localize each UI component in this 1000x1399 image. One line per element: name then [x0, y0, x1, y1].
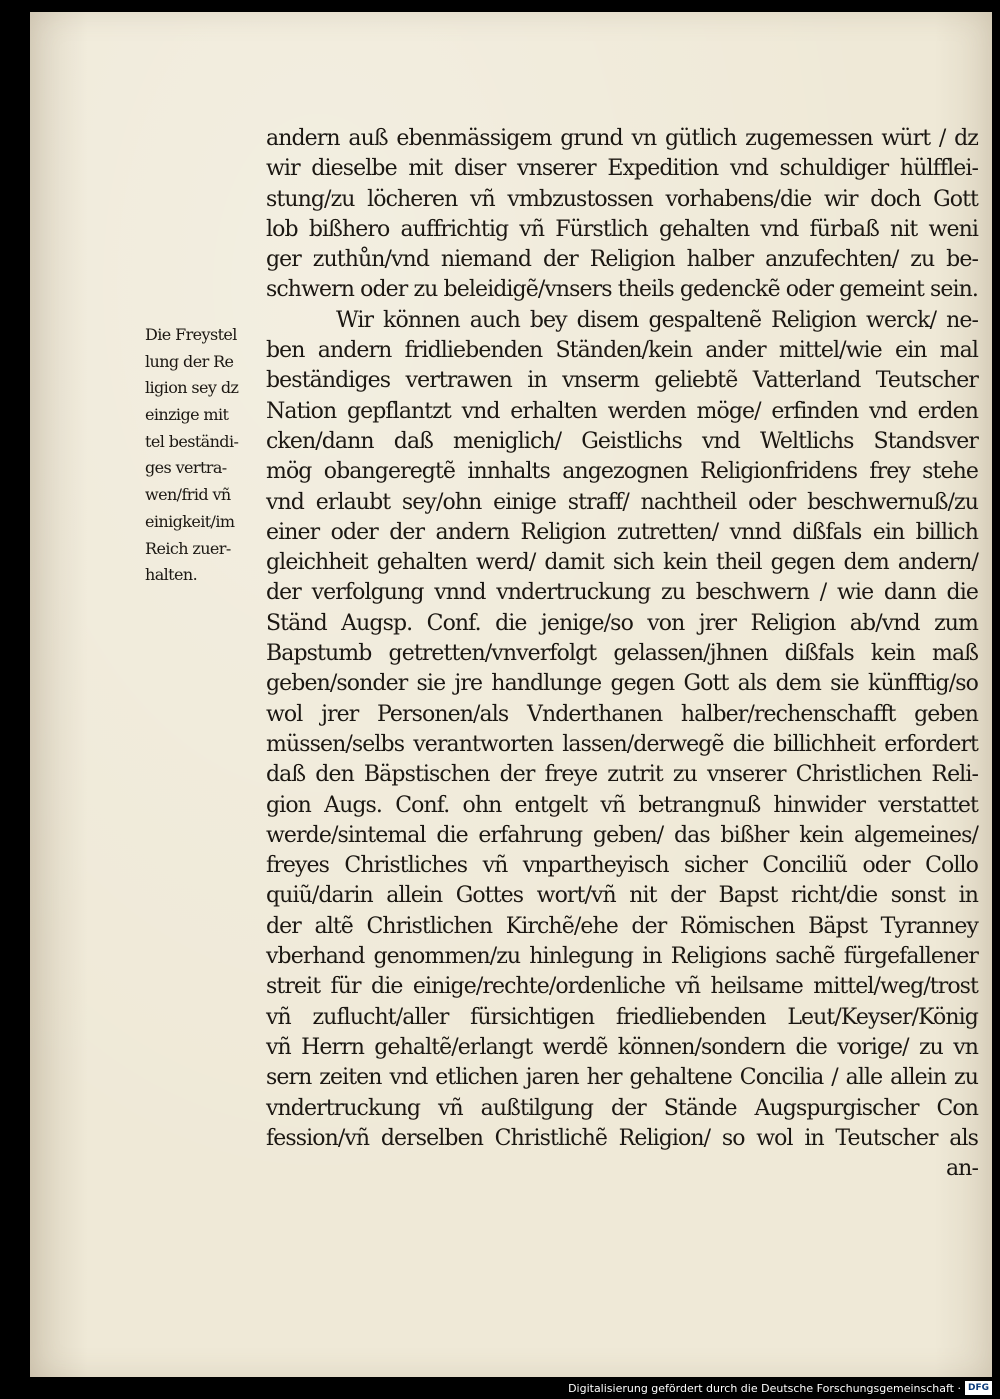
text-line: Wir können auch bey disem gespaltenẽ Religion werck/ ne-	[336, 307, 978, 333]
margin-note-line: einzige mit	[145, 405, 229, 425]
text-line: andern auß ebenmässigem grund vn gütlich zugemessen würt / dz	[266, 126, 978, 151]
text-line: vñ Herrn gehaltẽ/erlangt werdẽ können/sondern die vorige/ zu vn	[266, 1034, 978, 1060]
dfg-logo-icon: DFG	[965, 1381, 992, 1395]
text-line: gion Augs. Conf. ohn entgelt vñ betrangnuß hinwider verstattet	[266, 792, 978, 818]
main-text-block	[266, 124, 978, 1184]
margin-note-line: halten.	[145, 565, 198, 585]
text-line: gleichheit gehalten werd/ damit sich kein theil gegen dem andern/	[266, 550, 978, 576]
text-line: vberhand genommen/zu hinlegung in Religions sachẽ fürgefallener	[266, 944, 978, 970]
margin-note-line: lung der Re	[145, 351, 234, 371]
margin-note-line: Die Freystel	[145, 325, 237, 344]
margin-note-line: ligion sey dz	[145, 378, 239, 398]
scanned-page	[30, 12, 992, 1377]
text-line: vnd erlaubt sey/ohn einige straff/ nachtheil oder beschwernuß/zu	[266, 489, 978, 515]
text-line: vñ zuflucht/aller fürsichtigen friedliebenden Leut/Keyser/König	[266, 1004, 978, 1030]
text-line: streit für die einige/rechte/ordenliche vñ heilsame mittel/weg/trost	[266, 974, 978, 1000]
text-line: werde/sintemal die erfahrung geben/ das bißher kein algemeines/	[266, 822, 978, 848]
margin-note	[145, 322, 275, 589]
margin-note-line: einigkeit/im	[145, 511, 235, 531]
text-line: freyes Christliches vñ vnpartheyisch sicher Conciliũ oder Collo	[266, 853, 978, 879]
text-line: einer oder der andern Religion zutretten/ vnnd dißfals ein billich	[266, 519, 978, 545]
margin-note-line: Reich zuer-	[145, 538, 231, 558]
margin-note-line: ges vertra-	[145, 458, 227, 478]
footer-credit-text: Digitalisierung gefördert durch die Deutsche Forschungsgemeinschaft ·	[568, 1381, 961, 1395]
text-line: sern zeiten vnd etlichen jaren her gehaltene Concilia / alle allein zu	[266, 1065, 978, 1091]
text-line: stung/zu löcheren vñ vmbzustossen vorhabens/die wir doch Gott	[266, 186, 978, 212]
text-line: Nation gepflantzt vnd erhalten werden möge/ erfinden vnd erden	[266, 398, 978, 424]
margin-note-line: wen/frid vñ	[145, 485, 231, 505]
text-line: cken/dann daß meniglich/ Geistlichs vnd Weltlichs Standsver	[266, 428, 978, 454]
text-line: Bapstumb getretten/vnverfolgt gelassen/jhnen dißfals kein maß	[266, 641, 978, 667]
text-line: wir dieselbe mit diser vnserer Expedition vnd schuldiger hülfflei-	[266, 156, 978, 182]
text-line: schwern oder zu beleidigẽ/vnsers theils gedenckẽ oder gemeint sein.	[266, 277, 978, 303]
text-line: ger zuthůn/vnd niemand der Religion halber anzufechten/ zu be-	[266, 247, 978, 273]
text-line: der altẽ Christlichen Kirchẽ/ehe der Römischen Bäpst Tyranney	[266, 913, 978, 939]
text-line: daß den Bäpstischen der freye zutrit zu vnserer Christlichen Reli-	[266, 762, 978, 788]
text-line: lob bißhero auffrichtig vñ Fürstlich gehalten vnd fürbaß nit weni	[266, 216, 978, 242]
text-line: der verfolgung vnnd vndertruckung zu beschwern / wie dann die	[266, 580, 978, 606]
text-line: wol jrer Personen/als Vnderthanen halber/rechenschafft geben	[266, 701, 978, 727]
text-line: beständiges vertrawen in vnserm geliebtẽ Vatterland Teutscher	[266, 368, 978, 394]
text-line: quiũ/darin allein Gottes wort/vñ nit der Bapst richt/die sonst in	[266, 883, 978, 909]
text-line: müssen/selbs verantworten lassen/derwegẽ die billichheit erfordert	[266, 731, 978, 757]
text-line: ben andern fridliebenden Ständen/kein ander mittel/wie ein mal	[266, 338, 978, 364]
text-line: vndertruckung vñ außtilgung der Stände Augspurgischer Con	[266, 1095, 978, 1121]
text-line: Ständ Augsp. Conf. die jenige/so von jrer Religion ab/vnd zum	[266, 610, 978, 636]
text-line: geben/sonder sie jre handlunge gegen Gott als dem sie künfftig/so	[266, 671, 978, 697]
margin-note-line: tel beständi-	[145, 431, 239, 451]
text-line: mög obangeregtẽ innhalts angezognen Religionfridens frey stehe	[266, 459, 978, 485]
footer-credit	[568, 1380, 992, 1396]
catchword: an-	[945, 1156, 978, 1182]
text-line: fession/vñ derselben Christlichẽ Religion/ so wol in Teutscher als	[266, 1125, 978, 1151]
